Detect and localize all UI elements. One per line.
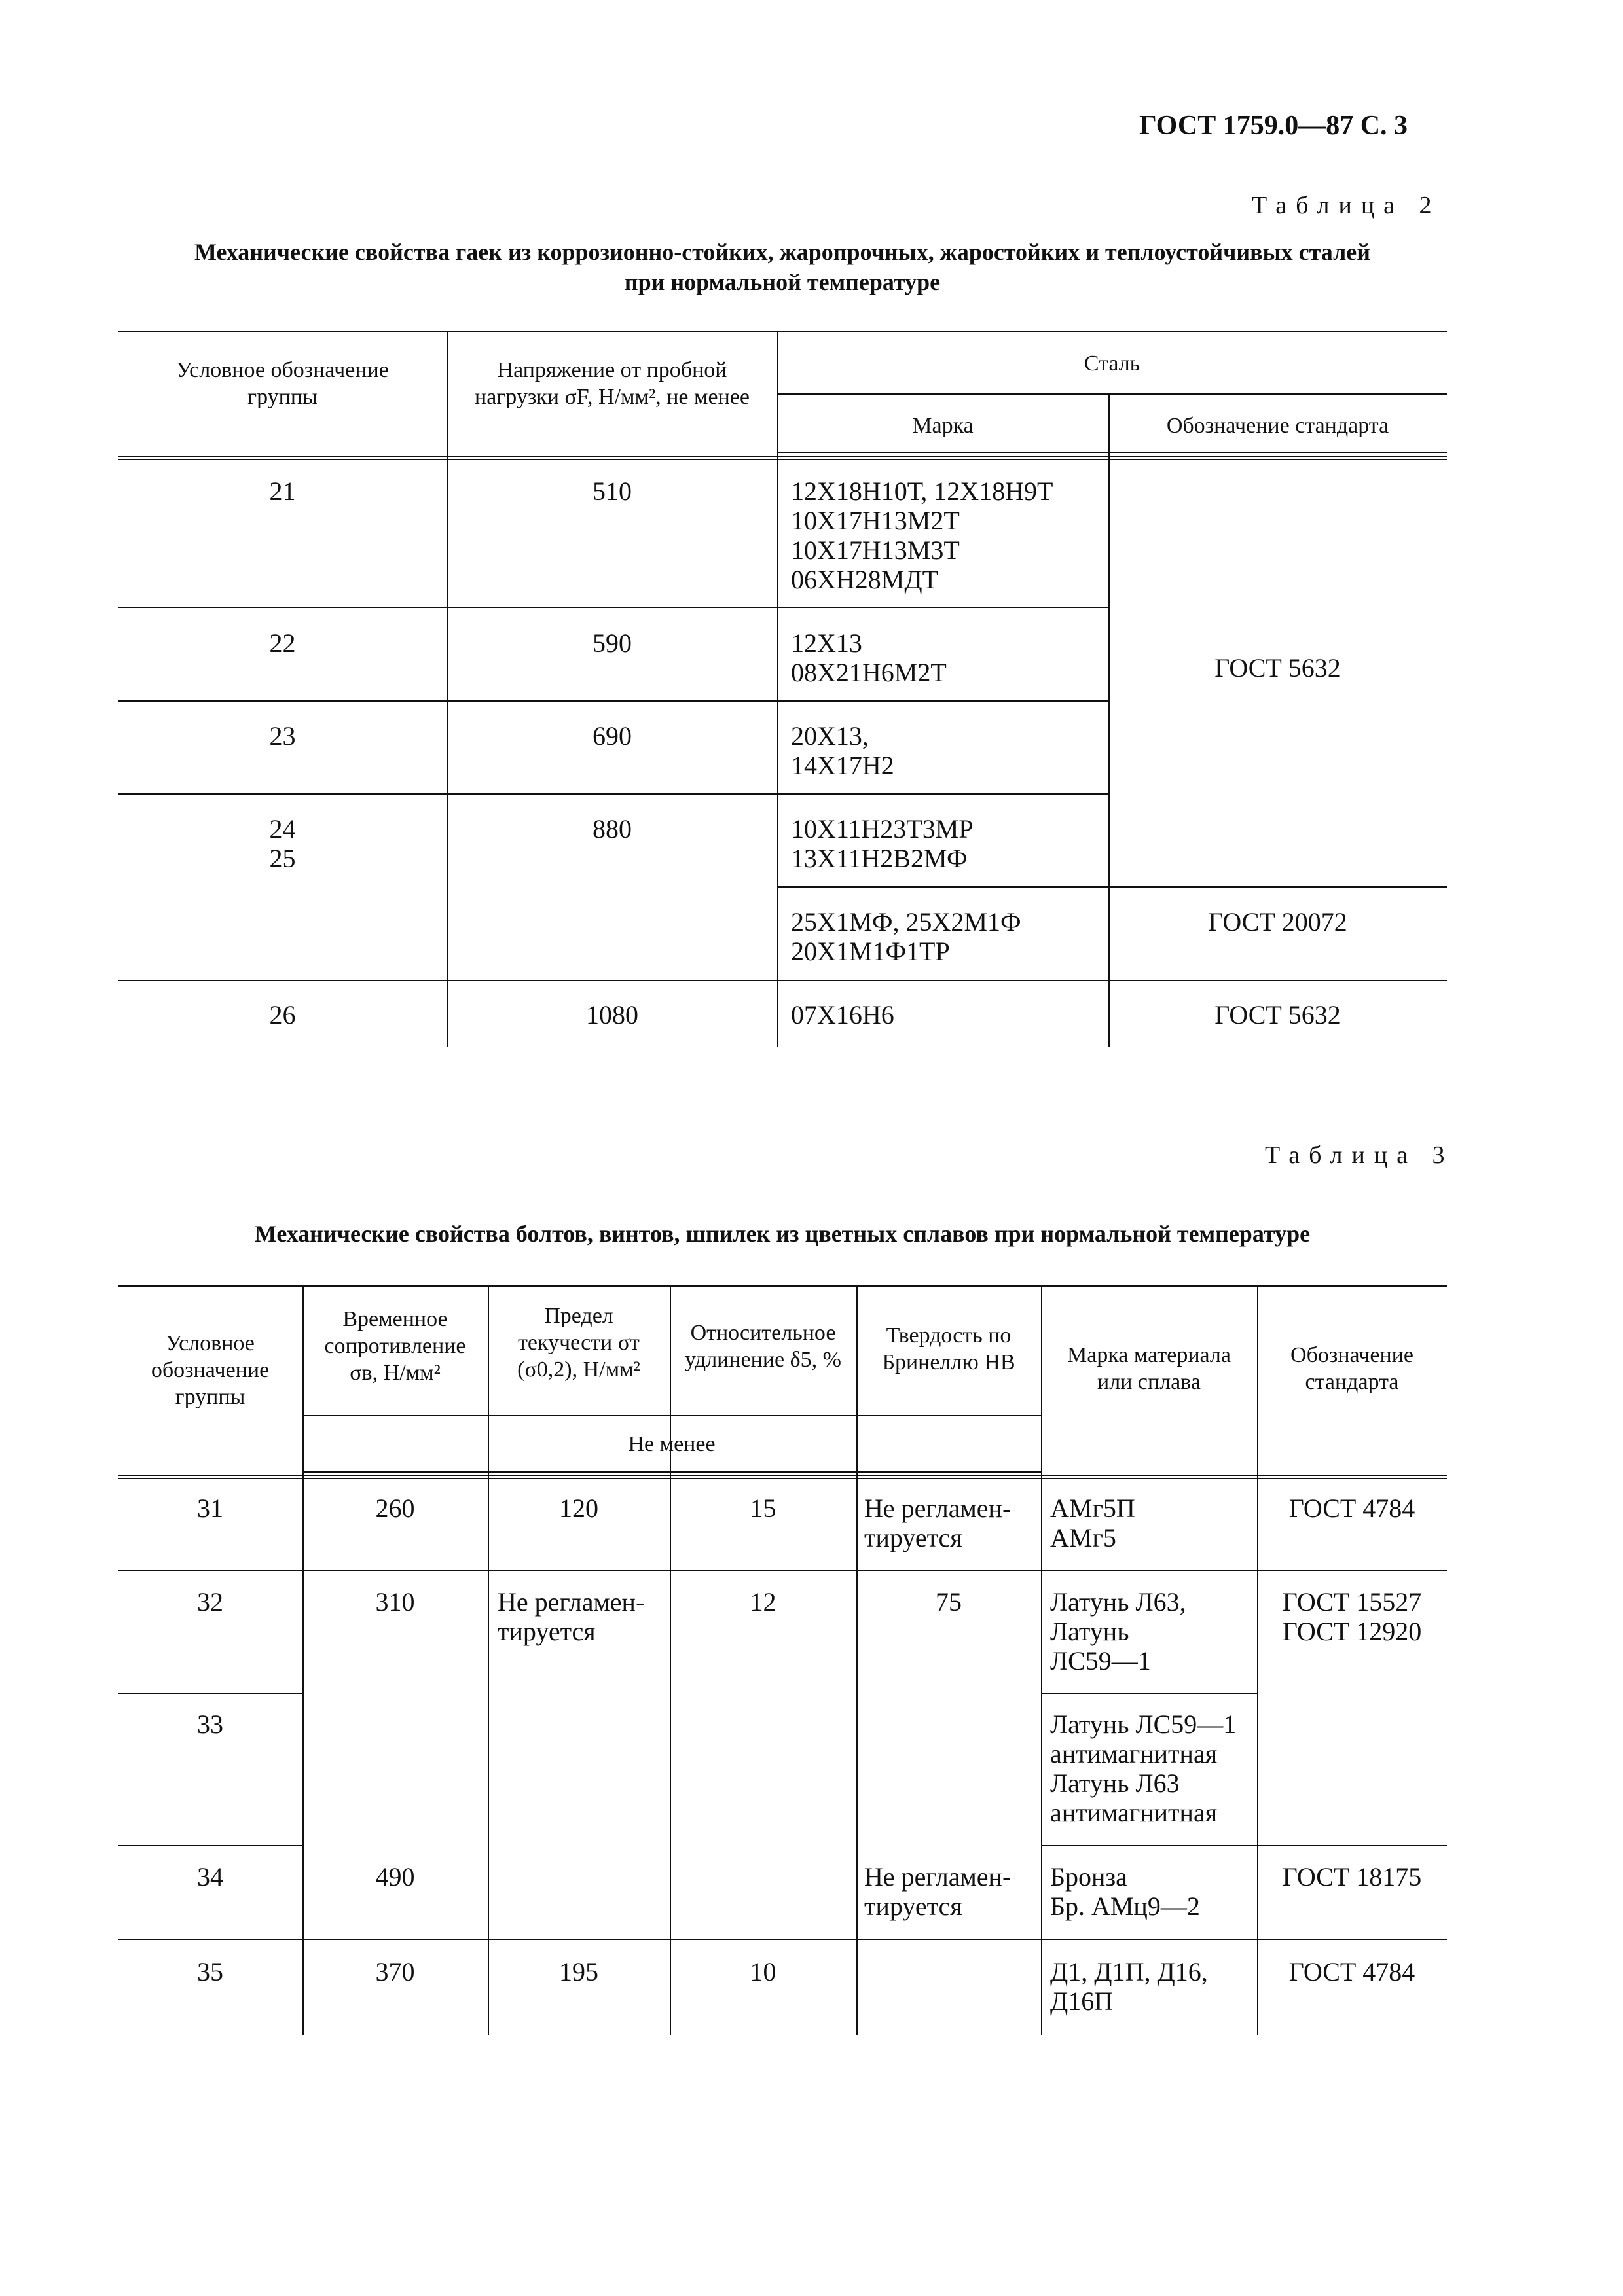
t2-row-grade: 12Х13 08Х21Н6М2Т	[791, 628, 947, 687]
t3-row-group: 32	[197, 1587, 223, 1617]
t3-row-material: Латунь ЛС59—1 антимагнитная Латунь Л63 антимагнитная	[1050, 1710, 1237, 1827]
t3-header-yield: Предел текучести σт (σ0,2), Н/мм²	[517, 1304, 640, 1382]
t3-header-tensile: Временное сопротивление σв, Н/мм²	[324, 1307, 466, 1385]
t3-row-elongation: 15	[750, 1494, 776, 1523]
t2-row-stress: 510	[593, 476, 632, 506]
t3-row-hardness: Не регламен- тируется	[864, 1494, 1012, 1552]
t2-row-grade: 25Х1МФ, 25Х2М1Ф 20Х1М1Ф1ТР	[791, 907, 1021, 966]
t3-row-group: 31	[197, 1494, 223, 1523]
t2-row-group: 21	[269, 476, 296, 506]
t2-header-grade: Марка	[912, 414, 974, 438]
t3-row-tensile: 370	[375, 1957, 415, 1986]
t2-header-group: Условное обозначение группы	[176, 358, 389, 409]
t2-row-grade: 10Х11Н23Т3МР 13Х11Н2В2МФ	[791, 814, 974, 873]
t2-row-group: 23	[269, 721, 296, 751]
t3-row-tensile: 260	[375, 1494, 415, 1523]
t3-row-tensile: 310	[375, 1587, 415, 1617]
t3-row-standard: ГОСТ 18175	[1282, 1862, 1422, 1892]
t2-row-stress: 1080	[586, 1000, 638, 1030]
table2-title-line2: при нормальной температуре	[624, 269, 941, 295]
t2-header-stress: Напряжение от пробной нагрузки σF, Н/мм², не менее	[475, 358, 750, 409]
t2-standard: ГОСТ 5632	[1214, 653, 1341, 683]
t2-header-steel: Сталь	[1084, 351, 1140, 376]
t3-row-material: АМг5П АМг5	[1050, 1494, 1135, 1552]
t3-row-yield: 120	[559, 1494, 598, 1523]
t2-row-group: 26	[269, 1000, 296, 1030]
t2-standard: ГОСТ 20072	[1208, 907, 1347, 937]
t3-header-material: Марка материала или сплава	[1067, 1343, 1231, 1394]
t2-row-grade: 20Х13, 14Х17Н2	[791, 721, 894, 780]
t3-row-material: Латунь Л63, Латунь ЛС59—1	[1050, 1587, 1186, 1676]
table2-label: Таблица 2	[1252, 192, 1441, 219]
t3-row-tensile: 490	[375, 1862, 415, 1892]
t3-header-standard: Обозначение стандарта	[1290, 1343, 1413, 1394]
t3-row-yield: Не регламен- тируется	[498, 1587, 645, 1646]
page-header: ГОСТ 1759.0—87 С. 3	[1139, 111, 1408, 141]
t3-row-elongation: 12	[750, 1587, 776, 1617]
t3-header-hardness: Твердость по Бринеллю НВ	[882, 1323, 1015, 1374]
t3-row-elongation: 10	[750, 1957, 776, 1986]
t3-row-hardness: 75	[936, 1587, 962, 1617]
t3-header-min: Не менее	[628, 1432, 716, 1456]
t2-row-group: 24 25	[269, 814, 296, 873]
t2-standard: ГОСТ 5632	[1214, 1000, 1341, 1030]
table3-title: Механические свойства болтов, винтов, шпилек из цветных сплавов при нормальной температуре	[254, 1221, 1311, 1247]
t3-row-hardness: Не регламен- тируется	[864, 1862, 1012, 1921]
t2-row-stress: 690	[593, 721, 632, 751]
t3-row-group: 34	[197, 1862, 223, 1892]
t3-row-standard: ГОСТ 4784	[1288, 1957, 1415, 1986]
t3-row-material: Бронза Бр. АМц9—2	[1050, 1862, 1200, 1921]
table2-title	[121, 237, 1444, 297]
table2-title-line1: Механические свойства гаек из коррозионно-стойких, жаропрочных, жаростойких и теплоустойчивых сталей	[194, 239, 1370, 265]
t3-row-group: 33	[197, 1710, 223, 1739]
t3-row-material: Д1, Д1П, Д16, Д16П	[1050, 1957, 1208, 2016]
t3-row-group: 35	[197, 1957, 223, 1986]
t3-header-group: Условное обозначение группы	[151, 1331, 270, 1409]
t2-row-grade: 07Х16Н6	[791, 1000, 894, 1030]
t3-row-standard: ГОСТ 15527 ГОСТ 12920	[1282, 1587, 1422, 1646]
t2-row-stress: 590	[593, 628, 632, 658]
t2-row-grade: 12Х18Н10Т, 12Х18Н9Т 10Х17Н13М2Т 10Х17Н13М3Т 06ХН28МДТ	[791, 476, 1053, 594]
table3-label: Таблица 3	[1265, 1141, 1454, 1169]
t3-header-elongation: Относительное удлинение δ5, %	[685, 1321, 841, 1372]
t3-row-standard: ГОСТ 4784	[1288, 1494, 1415, 1523]
t2-header-standard: Обозначение стандарта	[1166, 414, 1389, 438]
t2-row-group: 22	[269, 628, 296, 658]
t2-row-stress: 880	[593, 814, 632, 844]
t3-row-yield: 195	[559, 1957, 598, 1986]
